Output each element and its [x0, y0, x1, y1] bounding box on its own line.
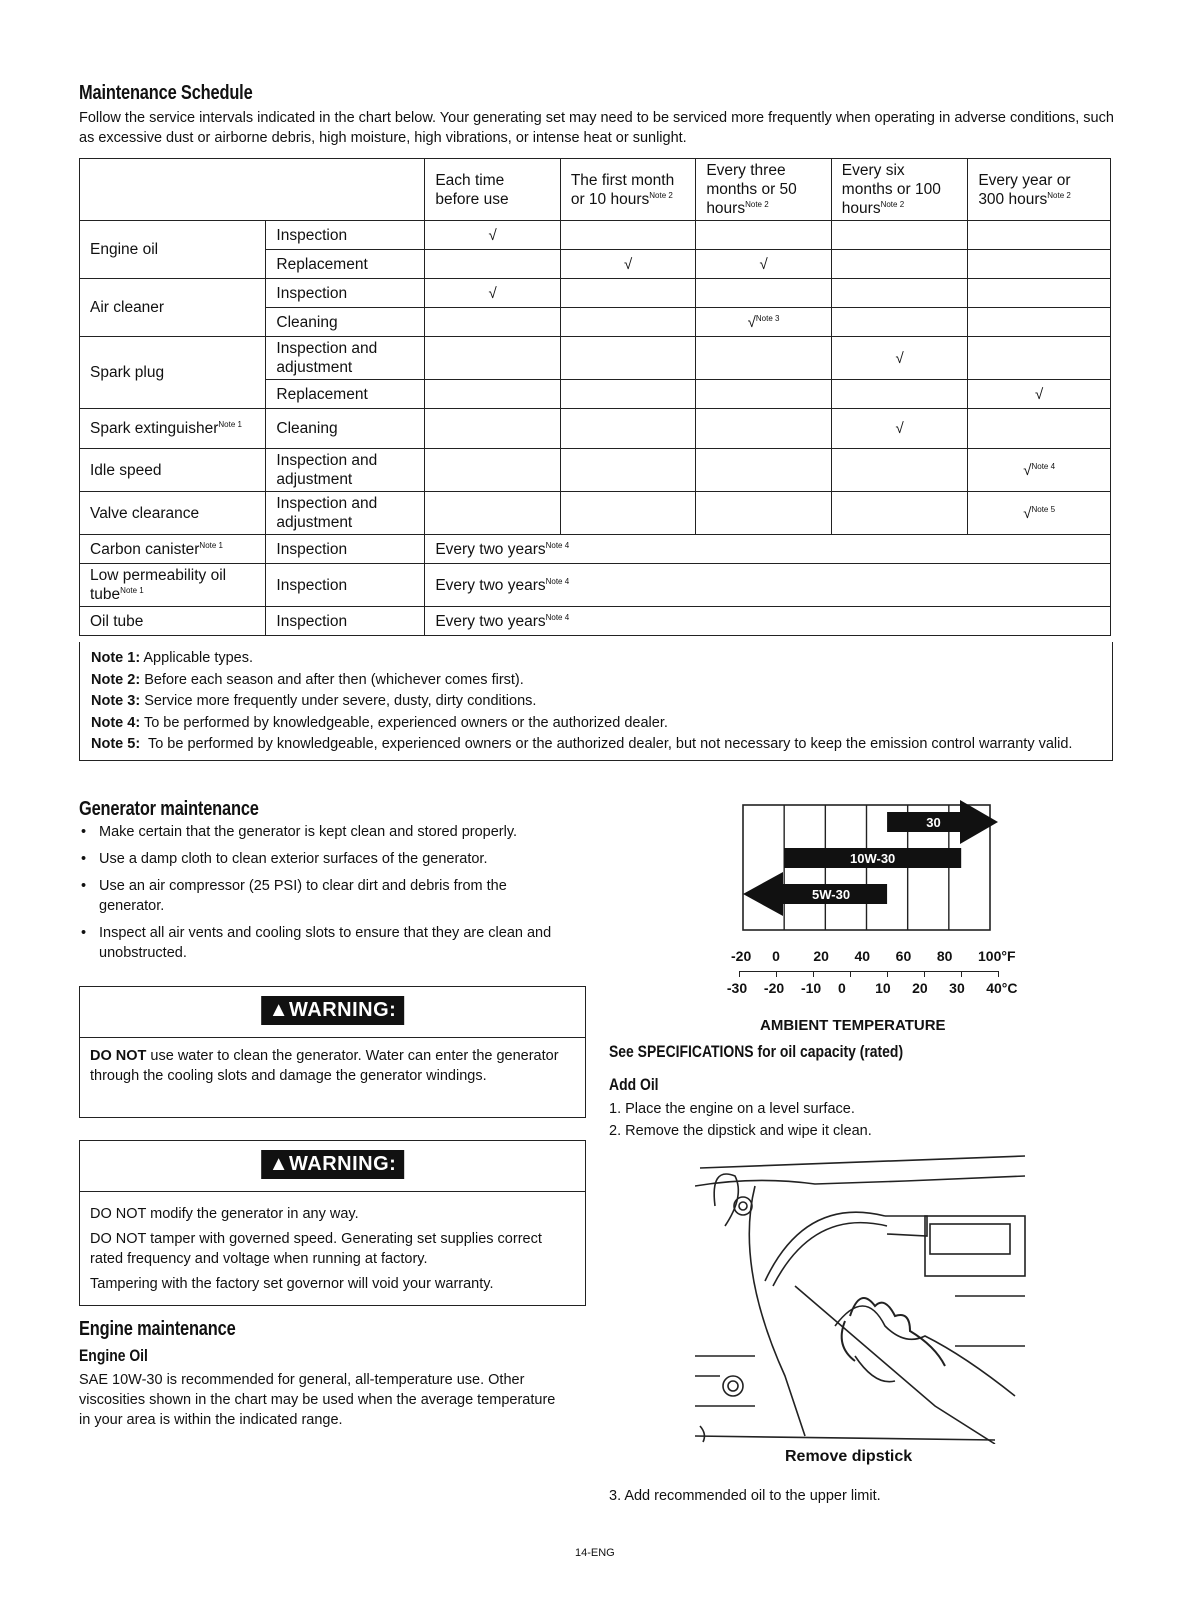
col-each-time: Each time before use [425, 159, 560, 221]
warning-text [80, 1192, 585, 1302]
chart-bar-10w-30 [784, 848, 961, 868]
add-oil-title: Add Oil [609, 1075, 659, 1094]
table-row [80, 279, 1111, 308]
item-air-cleaner: Air cleaner [80, 279, 266, 337]
page-number: 14-ENG [575, 1547, 615, 1559]
c-tick-label: 40°C [986, 980, 1018, 996]
table-row [80, 337, 1111, 380]
check-mark-note3: √$^{Note 3}$ [696, 308, 831, 337]
task-cell: Inspection [266, 564, 425, 607]
warning-line: Tampering with the factory set governor will void your warranty. [90, 1276, 494, 1292]
task-cell: Inspection [266, 607, 425, 636]
task-cell: Replacement [266, 250, 425, 279]
chart-bar-label: 10W-30 [850, 851, 896, 866]
check-mark: √ [831, 409, 968, 449]
oil-viscosity-chart [700, 800, 1030, 960]
c-tick-label: 10 [875, 980, 891, 996]
check-mark-note4: √$^{Note 4}$ [968, 449, 1111, 492]
step-1: 1. Place the engine on a level surface. [609, 1101, 855, 1117]
warning-header [80, 987, 585, 1038]
note-5: Note 5: To be performed by knowledgeable, experienced owners or the authorized dealer, but not necessary to keep the emission control warranty valid. [91, 736, 1073, 752]
interval-cell: Every two years$^{Note 4}$ [425, 564, 1111, 607]
c-tick-label: 20 [912, 980, 928, 996]
c-tick-label: 30 [949, 980, 965, 996]
schedule-intro: Follow the service intervals indicated in the chart below. Your generating set may need to be serviced more frequently when operating in adverse conditions, such as excessive dust or airborne debris, high moisture, high vibrations, or intense heat or sunlight. [79, 110, 1114, 146]
chart-bar-label: 5W-30 [812, 887, 851, 902]
header-blank [80, 159, 425, 221]
list-item: • Use an air compressor (25 PSI) to clear dirt and debris from the generator. [99, 876, 574, 916]
dipstick-caption: Remove dipstick [785, 1448, 913, 1465]
item-low-permeability-oil-tube: Low permeability oil tube$^{Note 1}$ [80, 564, 266, 607]
warning-line: DO NOT modify the generator in any way. [90, 1206, 359, 1222]
chart-bar-30 [887, 800, 998, 844]
f-tick-label: 20 [813, 948, 829, 964]
c-tick-mark [813, 971, 814, 977]
maintenance-table [79, 158, 1111, 636]
f-tick-label: -20 [731, 948, 752, 964]
c-tick-label: -20 [763, 980, 785, 996]
warning-box-tamper [79, 1140, 586, 1306]
c-tick-mark [850, 971, 851, 977]
step-2: 2. Remove the dipstick and wipe it clean. [609, 1123, 872, 1139]
item-oil-tube: Oil tube [80, 607, 266, 636]
item-spark-extinguisher: Spark extinguisher$^{Note 1}$ [80, 409, 266, 449]
warning-triangle-icon: ▲ [268, 1153, 289, 1175]
note-4: Note 4: To be performed by knowledgeable, experienced owners or the authorized dealer. [91, 714, 668, 731]
notes-box [79, 642, 1113, 761]
note-2: Note 2: Before each season and after then (whichever comes first). [91, 671, 524, 688]
check-mark: √ [968, 380, 1111, 409]
warning-header [80, 1141, 585, 1192]
generator-bullets [79, 822, 594, 970]
f-tick-label: 80 [936, 948, 953, 964]
engine-oil-text: SAE 10W-30 is recommended for general, all-temperature use. Other viscosities shown in the chart may be used when the average temperature in your area is within the indicated range. [79, 1372, 556, 1428]
item-spark-plug: Spark plug [80, 337, 266, 409]
check-mark: √ [560, 250, 695, 279]
see-specs-note: See SPECIFICATIONS for oil capacity (rated) [609, 1042, 904, 1061]
list-item: • Inspect all air vents and cooling slots to ensure that they are clean and unobstructed. [99, 923, 569, 963]
f-tick-label: 0 [772, 948, 780, 964]
item-idle-speed: Idle speed [80, 449, 266, 492]
maintenance-schedule-title: Maintenance Schedule [79, 82, 253, 104]
table-header-row [80, 159, 1111, 221]
table-row [80, 449, 1111, 492]
list-item: • Use a damp cloth to clean exterior surfaces of the generator. [99, 849, 594, 869]
note-3: Note 3: Service more frequently under severe, dusty, dirty conditions. [91, 693, 537, 709]
check-mark: √ [831, 337, 968, 380]
c-tick-mark [924, 971, 925, 977]
list-item: • Make certain that the generator is kept clean and stored properly. [99, 822, 594, 842]
table-row [80, 221, 1111, 250]
item-carbon-canister: Carbon canister$^{Note 1}$ [80, 535, 266, 564]
step-3: 3. Add recommended oil to the upper limit. [609, 1488, 881, 1504]
item-valve-clearance: Valve clearance [80, 492, 266, 535]
interval-cell: Every two years$^{Note 4}$ [425, 607, 1111, 636]
note-1: Note 1: Applicable types. [91, 650, 254, 666]
generator-maintenance-title: Generator maintenance [79, 798, 259, 820]
c-tick-mark [776, 971, 777, 977]
chart-bar-5w-30 [743, 872, 887, 916]
task-cell: Cleaning [266, 308, 425, 337]
check-mark-note5: √$^{Note 5}$ [968, 492, 1111, 535]
col-six-months: Every six months or 100 hours$^{Note 2}$ [831, 159, 968, 221]
task-cell: Inspection [266, 221, 425, 250]
f-tick-label: 100°F [978, 948, 1016, 964]
c-tick-label: -30 [726, 980, 748, 996]
engine-maintenance-title: Engine maintenance [79, 1318, 236, 1340]
item-engine-oil: Engine oil [80, 221, 266, 279]
col-three-months: Every three months or 50 hours$^{Note 2}$ [696, 159, 831, 221]
table-row [80, 409, 1111, 449]
warning-label: ▲WARNING: [261, 996, 405, 1025]
c-tick-mark [739, 971, 740, 977]
task-cell: Inspection and adjustment [266, 449, 425, 492]
col-first-month: The first month or 10 hours$^{Note 2}$ [560, 159, 695, 221]
task-cell: Inspection and adjustment [266, 337, 425, 380]
task-cell: Replacement [266, 380, 425, 409]
remove-dipstick-illustration [695, 1146, 1030, 1444]
warning-line: DO NOT tamper with governed speed. Generating set supplies correct rated frequency and voltage when running at factory. [90, 1231, 542, 1267]
chart-xlabel: AMBIENT TEMPERATURE [760, 1017, 946, 1034]
interval-cell: Every two years$^{Note 4}$ [425, 535, 1111, 564]
check-mark: √ [696, 250, 831, 279]
f-tick-label: 40 [854, 948, 871, 964]
engine-oil-subtitle: Engine Oil [79, 1346, 148, 1365]
table-row [80, 492, 1111, 535]
task-cell: Cleaning [266, 409, 425, 449]
table-row [80, 607, 1111, 636]
warning-box-water [79, 986, 586, 1118]
chart-bar-label: 30 [926, 815, 941, 830]
c-tick-label: 0 [838, 980, 846, 996]
task-cell: Inspection [266, 279, 425, 308]
table-row [80, 535, 1111, 564]
warning-triangle-icon: ▲ [268, 999, 289, 1021]
col-every-year: Every year or 300 hours$^{Note 2}$ [968, 159, 1111, 221]
task-cell: Inspection and adjustment [266, 492, 425, 535]
c-tick-mark [998, 971, 999, 977]
c-tick-mark [887, 971, 888, 977]
check-mark: √ [425, 221, 560, 250]
check-mark: √ [425, 279, 560, 308]
task-cell: Inspection [266, 535, 425, 564]
warning-label: ▲WARNING: [261, 1150, 405, 1179]
warning-text: DO NOT use water to clean the generator. Water can enter the generator through the cooling slots and damage the generator windings. [90, 1048, 559, 1084]
f-tick-label: 60 [895, 948, 912, 964]
table-row [80, 564, 1111, 607]
celsius-axis-line [739, 971, 998, 972]
c-tick-mark [961, 971, 962, 977]
c-tick-label: -10 [800, 980, 822, 996]
